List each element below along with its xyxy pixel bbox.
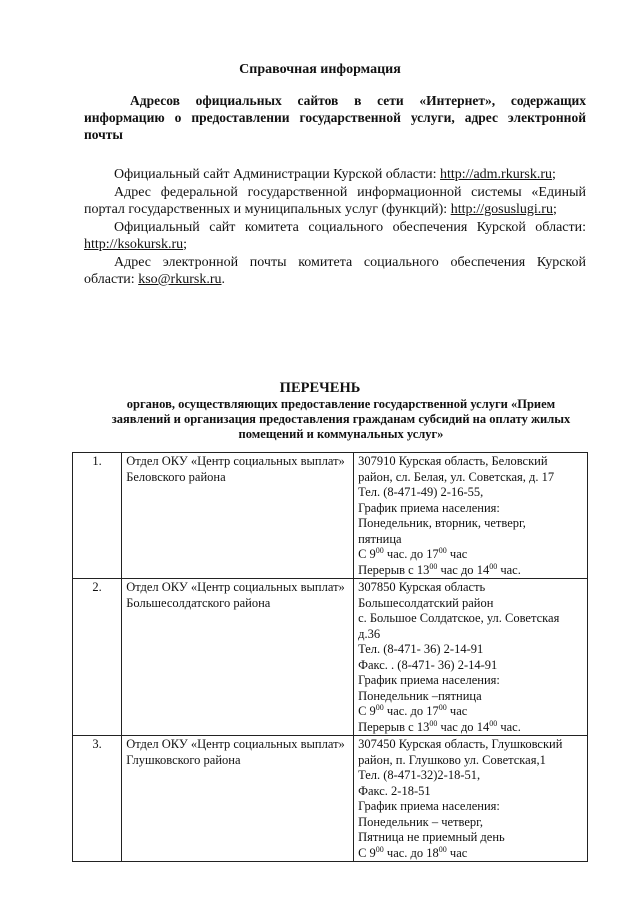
email-line: Адрес электронной почты комитета социального обеспечения Курской области: kso@rkursk.ru. xyxy=(84,254,586,287)
list-title: ПЕРЕЧЕНЬ xyxy=(279,380,361,396)
info-block xyxy=(84,166,586,289)
email-link[interactable]: kso@rkursk.ru xyxy=(138,272,222,287)
websites-subheading: Адресов официальных сайтов в сети «Интернет», содержащих информацию о предоставлении государственной услуги, адрес электронной почты xyxy=(84,93,586,142)
offices-table xyxy=(72,452,588,862)
office-name: Отдел ОКУ «Центр социальных выплат» Беловского района xyxy=(122,453,354,579)
row-number: 3. xyxy=(73,736,122,862)
work-hours: С $9^{00}$ час. до $17^{00}$ час xyxy=(358,545,468,561)
row-number: 2. xyxy=(73,579,122,736)
gosuslugi-link[interactable]: http://gosuslugi.ru xyxy=(450,202,553,217)
table-row xyxy=(73,736,588,862)
portal-line: Адрес федеральной государственной информационной системы «Единый портал государственных и муниципальных услуг (функций): http://gosuslugi.ru; xyxy=(84,184,586,217)
table-row xyxy=(73,579,588,736)
list-subtitle: органов, осуществляющих предоставление государственной услуги «Прием заявлений и организация предоставления гражданам субсидий на оплату жилых помещений и коммунальных услуг» xyxy=(111,397,571,441)
ksokursk-link[interactable]: http://ksokursk.ru xyxy=(84,237,184,252)
office-name: Отдел ОКУ «Центр социальных выплат» Большесолдатского района xyxy=(122,579,354,736)
work-hours: С $9^{00}$ час. до $18^{00}$ час xyxy=(358,844,468,860)
kso-site-line: Официальный сайт комитета социального обеспечения Курской области: http://ksokursk.ru; xyxy=(84,219,586,252)
office-address: 307910 Курская область, Беловский район, сл. Белая, ул. Советская, д. 17 Тел. (8-471-49) 2-16-55, График приема населения: Понедельник, вторник, четверг, пятница С $9^{00}$ час. до $17^{00}$ час Перерыв с $13^{00}$ час до $14^{00}$ час. xyxy=(354,453,588,579)
break-hours: Перерыв с $13^{00}$ час до $14^{00}$ час. xyxy=(358,718,521,734)
office-address: 307850 Курская область Большесолдатский район с. Большое Солдатское, ул. Советская д.36 Тел. (8-471- 36) 2-14-91 Факс. . (8-471- 36) 2-14-91 График приема населения: Понедельник –пятница С $9^{00}$ час. до $17^{00}$ час Перерыв с $13^{00}$ час до $14^{00}$ час. xyxy=(354,579,588,736)
table-row xyxy=(73,453,588,579)
office-address: 307450 Курская область, Глушковский район, п. Глушково ул. Советская,1 Тел. (8-471-32)2-18-51, Факс. 2-18-51 График приема населения: Понедельник – четверг, Пятница не приемный день С $9^{00}$ час. до $18^{00}$ час xyxy=(354,736,588,862)
work-hours: С $9^{00}$ час. до $17^{00}$ час xyxy=(358,702,468,718)
adm-site-link[interactable]: http://adm.rkursk.ru xyxy=(440,167,552,182)
adm-site-line: Официальный сайт Администрации Курской области: http://adm.rkursk.ru; xyxy=(114,167,556,182)
reference-info-title: Справочная информация xyxy=(239,62,401,77)
office-name: Отдел ОКУ «Центр социальных выплат» Глушковского района xyxy=(122,736,354,862)
row-number: 1. xyxy=(73,453,122,579)
break-hours: Перерыв с $13^{00}$ час до $14^{00}$ час. xyxy=(358,561,521,577)
